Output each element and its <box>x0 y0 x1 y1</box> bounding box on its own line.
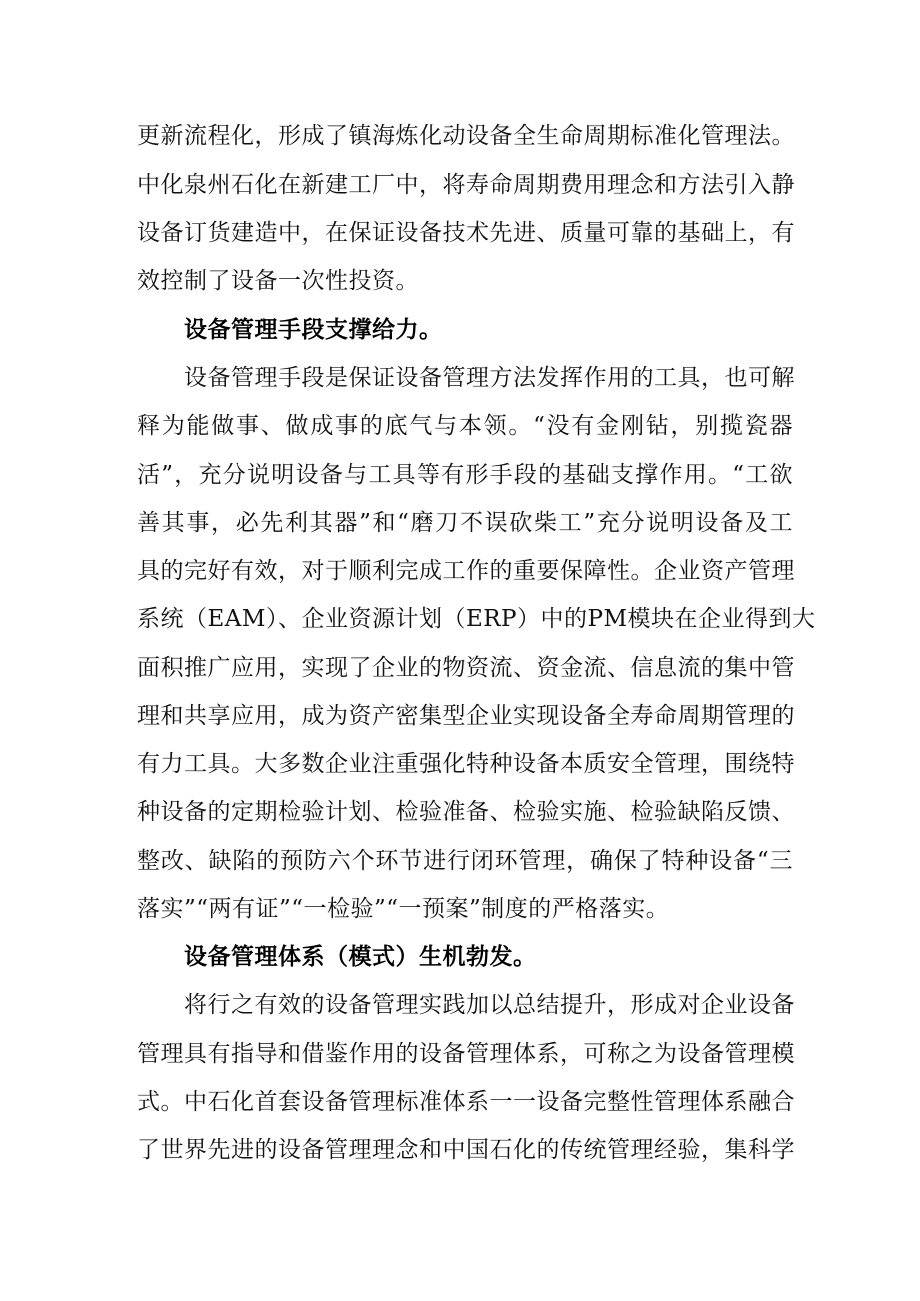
paragraph-line: 管理具有指导和借鉴作用的设备管理体系，可称之为设备管理模 <box>137 1041 795 1067</box>
paragraph-line: 面积推广应用，实现了企业的物资流、资金流、信息流的集中管 <box>137 655 795 681</box>
paragraph-line: 式。中石化首套设备管理标准体系一一设备完整性管理体系融合 <box>137 1089 795 1115</box>
paragraph-line: 系统（EAM）、企业资源计划（ERP）中的PM模块在企业得到大 <box>137 606 816 632</box>
paragraph-line: 有力工具。大多数企业注重强化特种设备本质安全管理，围绕特 <box>137 751 795 777</box>
paragraph-line: 将行之有效的设备管理实践加以总结提升，形成对企业设备 <box>184 992 795 1018</box>
paragraph-line: 落实”“两有证”“一检验”“一预案”制度的严格落实。 <box>137 896 670 922</box>
paragraph-line: 活”，充分说明设备与工具等有形手段的基础支撑作用。“工欲 <box>137 462 793 488</box>
paragraph-line: 种设备的定期检验计划、检验准备、检验实施、检验缺陷反馈、 <box>137 799 795 825</box>
paragraph-line: 更新流程化，形成了镇海炼化动设备全生命周期标准化管理法。 <box>137 123 795 149</box>
paragraph-line: 整改、缺陷的预防六个环节进行闭环管理，确保了特种设备“三 <box>137 848 793 874</box>
paragraph-line: 设备订货建造中，在保证设备技术先进、质量可靠的基础上，有 <box>137 220 795 246</box>
paragraph-line: 理和共享应用，成为资产密集型企业实现设备全寿命周期管理的 <box>137 703 795 729</box>
paragraph-line: 中化泉州石化在新建工厂中，将寿命周期费用理念和方法引入静 <box>137 172 795 198</box>
paragraph-line: 了世界先进的设备管理理念和中国石化的传统管理经验，集科学 <box>137 1137 795 1163</box>
paragraph-line: 设备管理手段是保证设备管理方法发挥作用的工具，也可解 <box>184 365 795 391</box>
paragraph-line: 具的完好有效，对于顺利完成工作的重要保障性。企业资产管理 <box>137 558 795 584</box>
paragraph-line: 效控制了设备一次性投资。 <box>137 268 419 294</box>
paragraph-line: 释为能做事、做成事的底气与本领。“没有金刚钻，别揽瓷器 <box>137 413 793 439</box>
section-heading: 设备管理体系（模式）生机勃发。 <box>184 944 537 970</box>
paragraph-line: 善其事，必先利其器”和“磨刀不误砍柴工”充分说明设备及工 <box>137 510 793 536</box>
section-heading: 设备管理手段支撑给力。 <box>184 317 443 343</box>
